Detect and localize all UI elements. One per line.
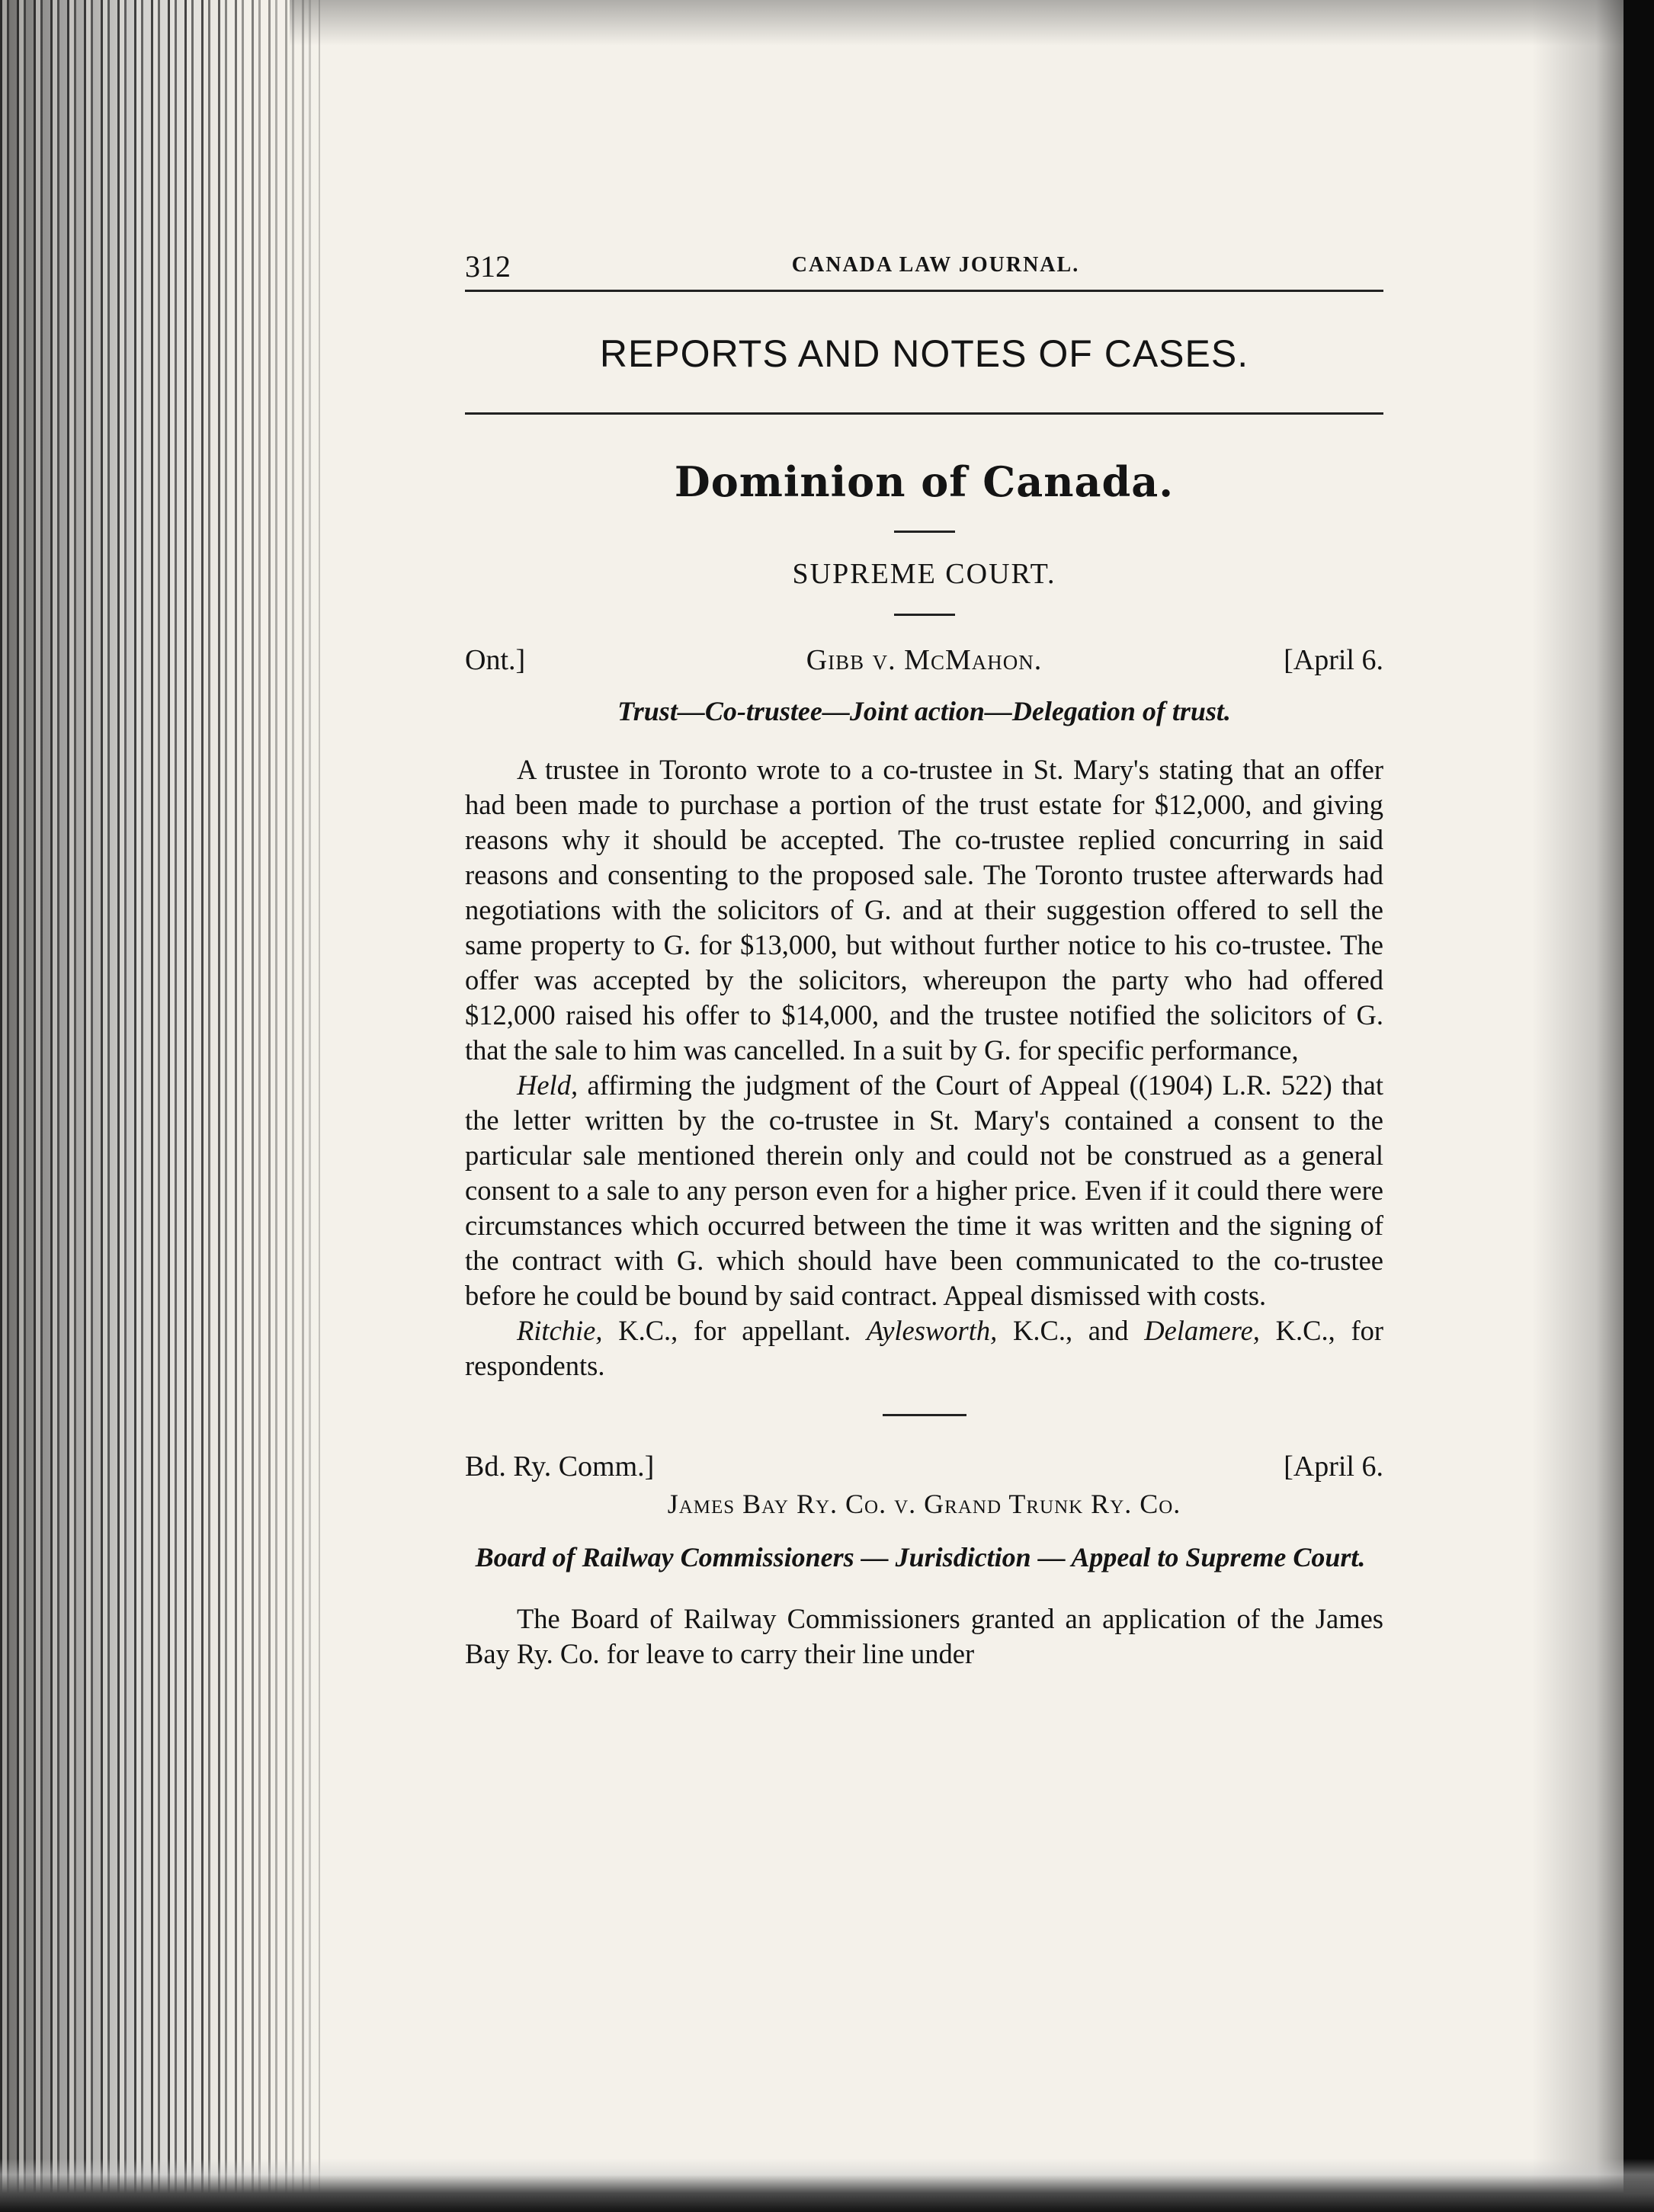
case1-held [465,1068,1383,1313]
divider-short [894,614,955,616]
header-rule [465,290,1383,292]
case2-date: [April 6. [1284,1450,1383,1483]
right-scan-edge [1624,0,1654,2212]
counsel-respondent-1: Aylesworth, [866,1314,998,1346]
court-heading: SUPREME COURT. [792,558,1056,590]
counsel-appellant: Ritchie, [517,1314,603,1346]
case1-title: Gibb v. McMahon. [806,644,1043,676]
counsel-text-2: K.C., and [997,1314,1145,1346]
case2-origin: Bd. Ry. Comm.] [465,1450,655,1483]
counsel-respondent-2: Delamere, [1144,1314,1260,1346]
case1-header [465,643,1383,683]
case1-origin: Ont.] [465,644,526,676]
page-number: 312 [465,249,511,284]
case1-date: [April 6. [1284,644,1383,676]
held-label: Held, [517,1069,579,1101]
case2-headnote: Board of Railway Commissioners — Jurisdiction — Appeal to Supreme Court. [475,1541,1366,1572]
top-scan-shadow [290,0,1631,46]
counsel-text-1: K.C., for appellant. [602,1314,867,1346]
divider-short [894,531,955,533]
case-divider [883,1414,966,1416]
journal-name: CANADA LAW JOURNAL. [791,253,1080,277]
running-head [465,244,1383,290]
bottom-scan-edge [0,2159,1654,2212]
section-title: REPORTS AND NOTES OF CASES. [599,332,1249,375]
section-rule [465,412,1383,415]
case2-title: James Bay Ry. Co. v. Grand Trunk Ry. Co. [667,1488,1181,1519]
binding-fade [198,0,366,2212]
case2-header [465,1450,1383,1486]
journal-page [465,244,1383,1672]
held-text: affirming the judgment of the Court of Appeal ((1904) L.R. 522) that the letter written by the co-trustee in St. Mary's contained a consent to the particular sale mentioned therein only and could not be construed as a general consent to a sale to any person even for a higher price. Even if it could there were circumstances which occurred between the time it was written and the signing of the contract with G. which should have been communicated to the co-trustee before he could be bound by said contract. Appeal dismissed with costs. [465,1069,1383,1311]
case1-facts: A trustee in Toronto wrote to a co-trustee in St. Mary's stating that an offer had been made to purchase a portion of the trust estate for $12,000, and giving reasons why it should be accepted. The co-trustee replied concurring in said reasons and consenting to the proposed sale. The Toronto trustee afterwards had negotiations with the solicitors of G. and at their suggestion offered to sell the same property to G. for $13,000, but without further notice to his co-trustee. The offer was accepted by the solicitors, whereupon the party who had offered $12,000 raised his offer to $14,000, and the trustee notified the solicitors of G. that the sale to him was cancelled. In a suit by G. for specific performance, [465,753,1383,1066]
case2-facts: The Board of Railway Commissioners granted an application of the James Bay Ry. Co. for leave to carry their line under [465,1602,1383,1669]
case1-counsel [465,1313,1383,1383]
case1-headnote: Trust—Co-trustee—Joint action—Delegation of trust. [617,696,1231,726]
right-scan-shadow [1532,0,1624,2212]
dominion-heading: Dominion of Canada. [674,457,1175,506]
counsel-text-3: K.C., for respondents. [465,1314,1384,1381]
